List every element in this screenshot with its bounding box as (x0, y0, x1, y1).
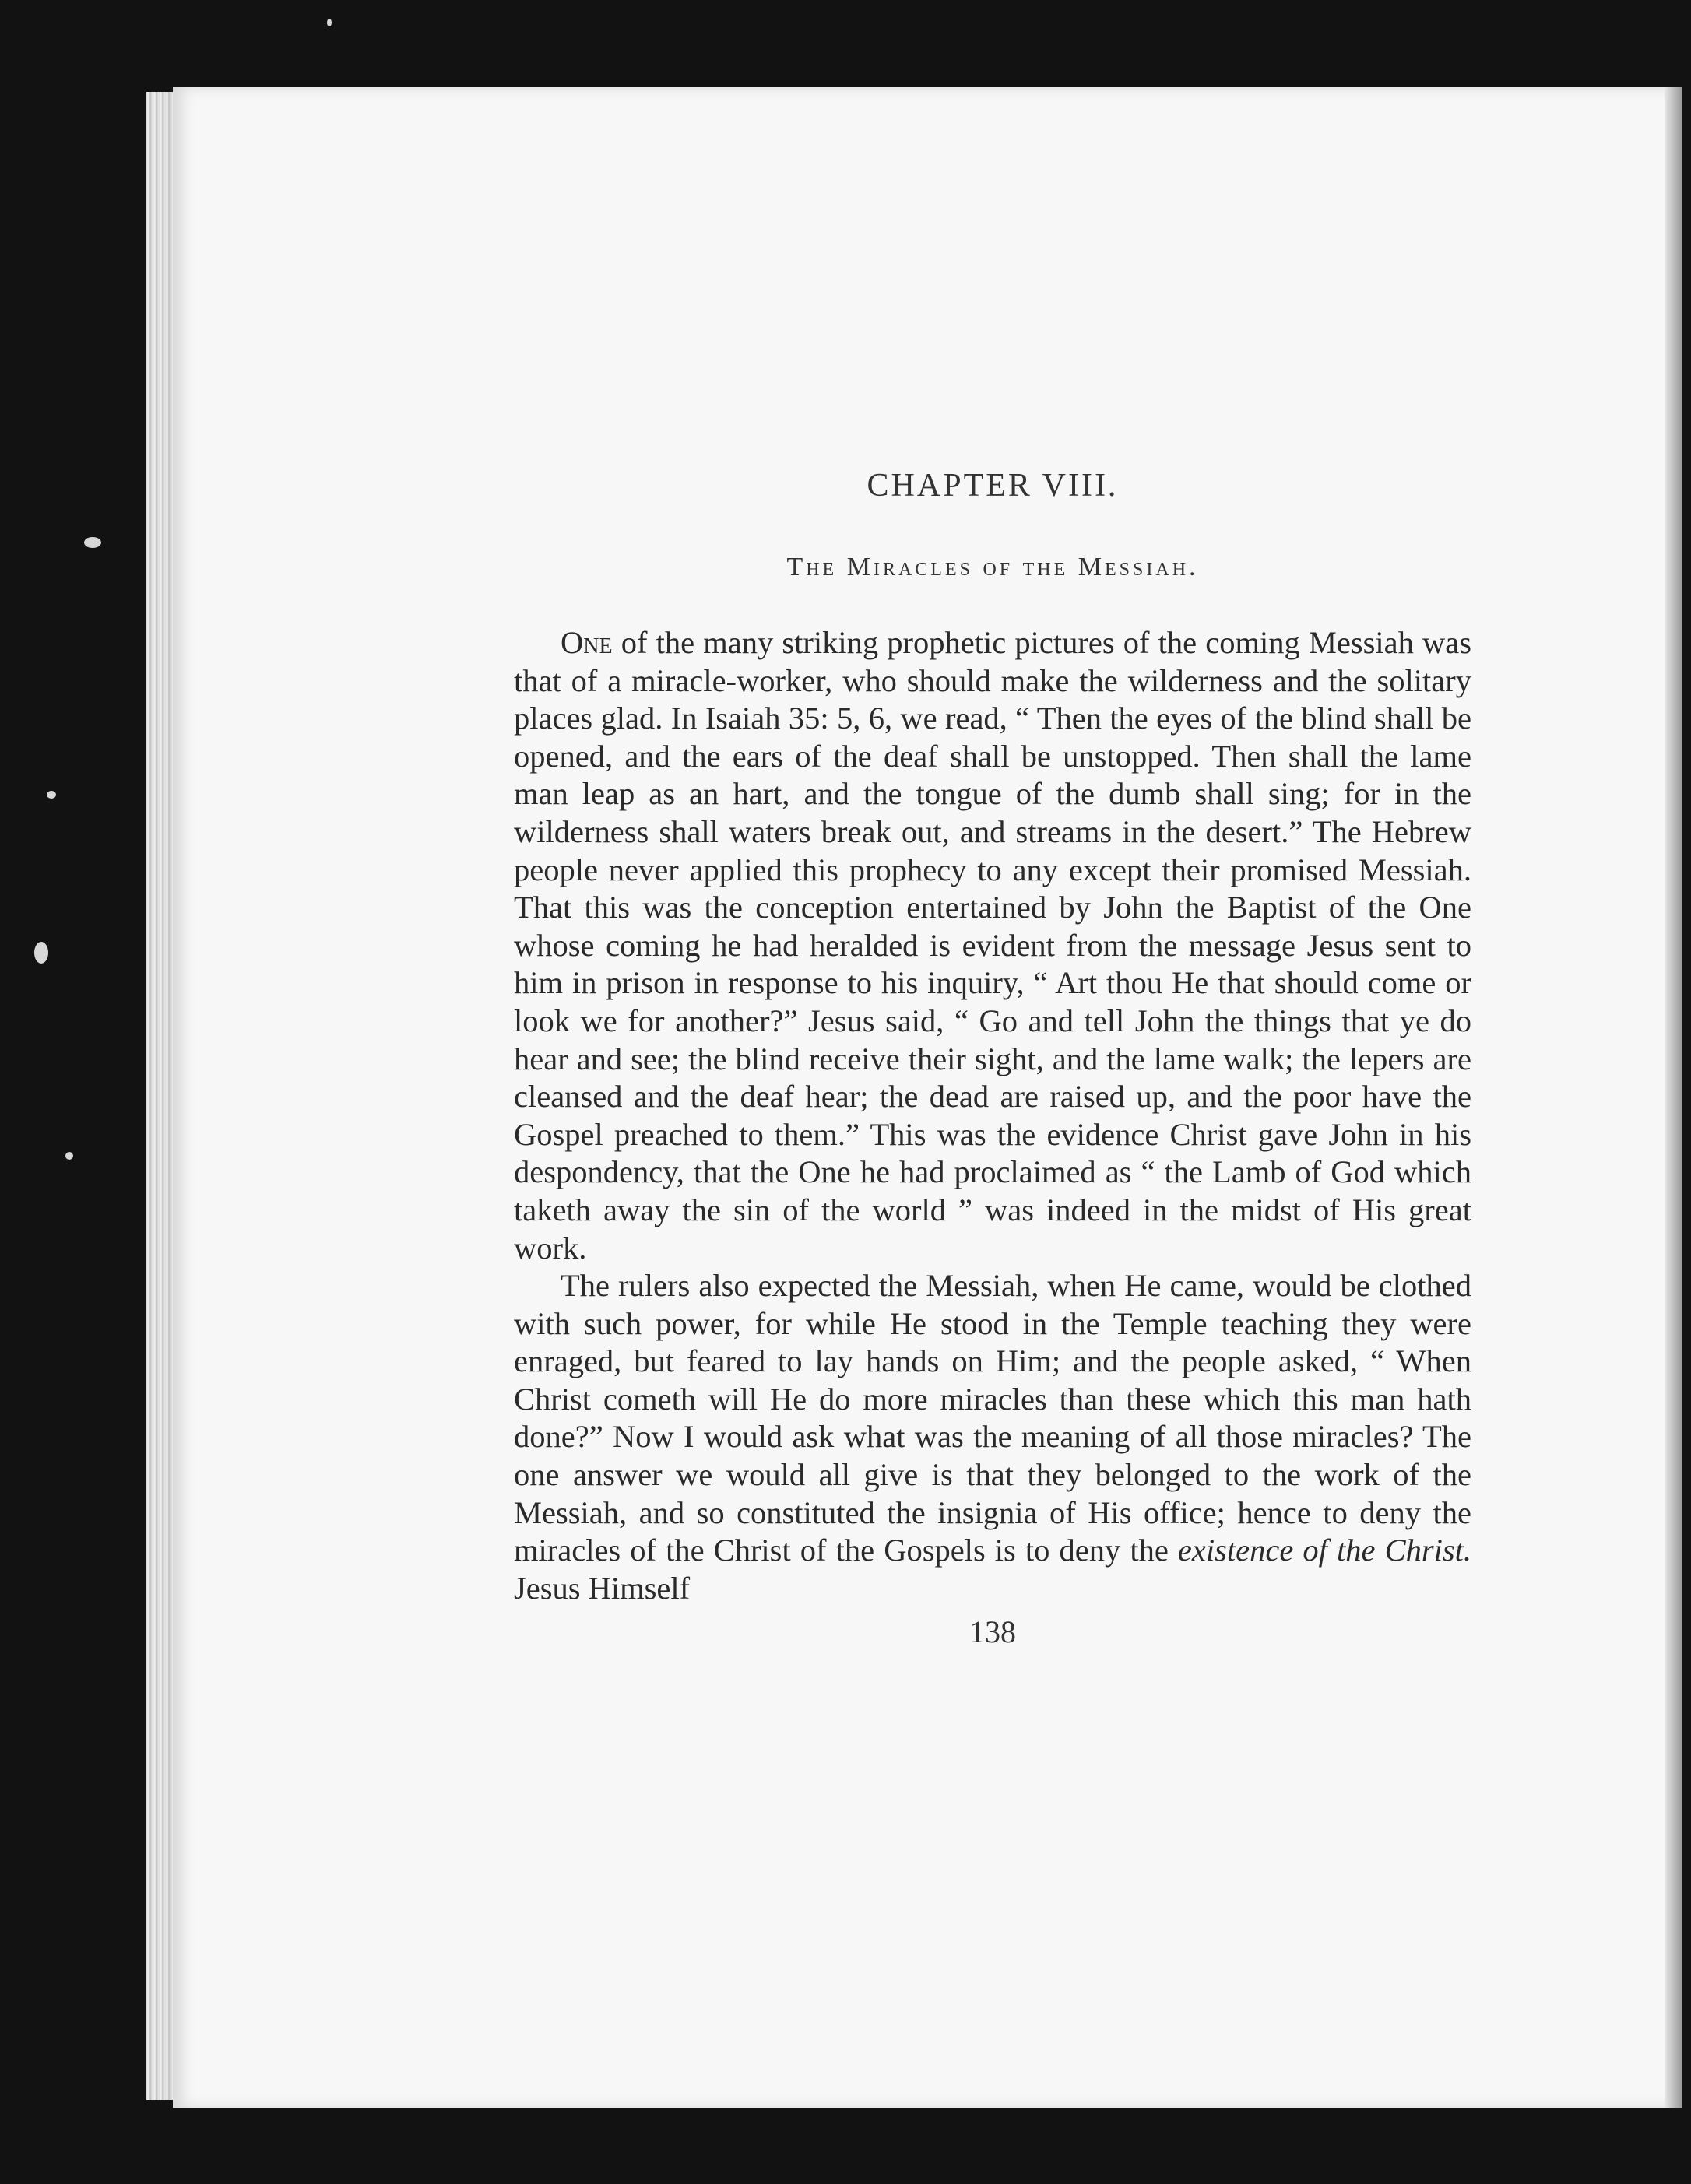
dust-speck (47, 791, 56, 799)
dust-speck (327, 19, 332, 26)
emphasized-phrase: existence of the Christ. (1177, 1533, 1471, 1568)
page-text (514, 467, 1471, 1650)
chapter-title: The Miracles of the Messiah. (786, 553, 1199, 581)
chapter-heading: CHAPTER VIII. (867, 468, 1119, 504)
page-gutter-shadow (1665, 87, 1682, 2108)
dust-speck (34, 942, 48, 964)
drop-word: One (561, 625, 613, 660)
body-paragraph-1 (514, 624, 1471, 1267)
page-number: 138 (969, 1614, 1016, 1650)
paragraph-1-text: of the many striking prophetic pictures of the coming Messiah was that of a miracle-worker, who should make the wilderness and the solitary places glad. In Isaiah 35: 5, 6, we read, “ Then the eyes of the blind shall be opened, and the ears of the deaf shall be unstopped. Then shall the lame man leap as an hart, and the tongue of the dumb shall sing; for in the wilderness shall waters break out, and streams in the desert.” The Hebrew people never applied this prophecy to any except their promised Messiah. That this was the conception entertained by John the Baptist of the One whose coming he had heralded is evident from the message Jesus sent to him in prison in response to his inquiry, “ Art thou He that should come or look we for another?” Jesus said, “ Go and tell John the things that ye do hear and see; the blind receive their sight, and the lame walk; the lepers are cleansed and the deaf hear; the dead are raised up, and the poor have the Gospel preached to them.” This was the evidence Christ gave John in his despondency, that the One he had proclaimed as “ the Lamb of God which taketh away the sin of the world ” was indeed in the midst of His great work. (514, 625, 1471, 1266)
dust-speck (65, 1152, 73, 1160)
body-paragraph-2 (514, 1267, 1471, 1607)
paragraph-2-text: The rulers also expected the Messiah, when He came, would be clothed with such power, for while He stood in the Temple teaching they were enraged, but feared to lay hands on Him; and the people asked, “ When Christ cometh will He do more miracles than these which this man hath done?” Now I would ask what was the meaning of all those miracles? The one answer we would all give is that they belonged to the work of the Messiah, and so constituted the insignia of His office; hence to deny the miracles of the Christ of the Gospels is to deny the (514, 1268, 1471, 1568)
paragraph-2-tail: Jesus Himself (514, 1570, 691, 1606)
dust-speck (84, 537, 101, 548)
